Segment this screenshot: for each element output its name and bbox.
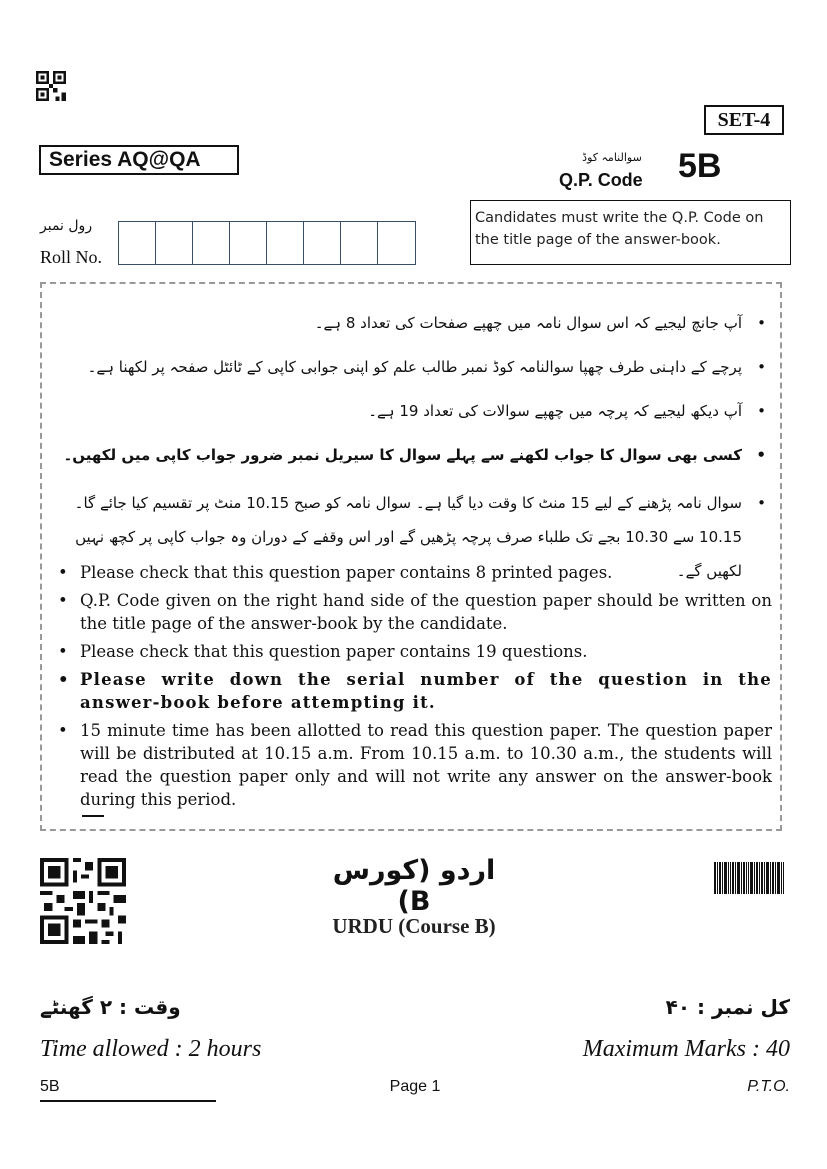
bullet-icon: •	[58, 642, 68, 661]
roll-digit-box[interactable]	[193, 222, 230, 264]
roll-digit-box[interactable]	[156, 222, 193, 264]
english-instruction-item: • Please check that this question paper contains 19 questions.	[58, 642, 588, 661]
bullet-icon: •	[757, 358, 766, 376]
candidate-note: Candidates must write the Q.P. Code on the title page of the answer-book.	[470, 200, 791, 265]
qp-code-label: Q.P. Code	[559, 170, 643, 190]
subject-title-urdu: اردو (کورس B)	[332, 855, 496, 917]
bullet-icon: •	[757, 314, 766, 332]
roll-digit-box[interactable]	[267, 222, 304, 264]
bullet-icon: •	[58, 563, 68, 582]
bullet-icon: •	[58, 670, 70, 689]
bullet-icon: •	[58, 721, 68, 740]
english-instructions	[56, 561, 772, 816]
roll-no-label: Roll No.	[40, 247, 103, 267]
roll-digit-box[interactable]	[304, 222, 341, 264]
page-number: Page 1	[389, 1078, 441, 1095]
roll-digit-box[interactable]	[230, 222, 267, 264]
qr-code-icon	[40, 858, 126, 944]
urdu-instruction-item: • سوال نامہ پڑھنے کے لیے 15 منٹ کا وقت دیا گیا ہے۔ سوال نامہ کو صبح 10.15 منٹ پر تقسیم کیا جائے گا۔ 10.15 سے 10.30 بجے تک طلباء صرف پرچہ پڑھیں گے اور اس وقفے کے دوران وہ جواب کاپی پر کچھ نہیں لکھیں گے۔	[60, 486, 772, 588]
footer-rule	[40, 1100, 216, 1102]
urdu-instruction-item: • آپ جانچ لیجیے کہ اس سوال نامہ میں چھپے صفحات کی تعداد 8 ہے۔	[60, 310, 772, 336]
english-instruction-item: • Please check that this question paper contains 8 printed pages.	[58, 563, 613, 582]
time-allowed: Time allowed : 2 hours	[40, 1036, 262, 1062]
time-allowed-urdu: وقت : ۲ گھنٹے	[40, 995, 181, 1019]
roll-digit-box[interactable]	[341, 222, 378, 264]
max-marks-urdu: کل نمبر : ۴۰	[665, 995, 790, 1019]
urdu-instructions	[60, 310, 772, 588]
footer-code: 5B	[40, 1078, 60, 1095]
series-label: Series AQ@QA	[39, 145, 239, 175]
bullet-icon: •	[757, 402, 766, 420]
urdu-instruction-item: • کسی بھی سوال کا جواب لکھنے سے پہلے سوال کا سیریل نمبر ضرور جواب کاپی میں لکھیں۔	[60, 442, 772, 468]
small-qr-code-icon	[36, 71, 66, 101]
qp-code-urdu-label: سوالنامہ کوڈ	[582, 151, 642, 164]
roll-digit-box[interactable]	[119, 222, 156, 264]
urdu-instruction-item: • پرچے کے داہنی طرف چھپا سوالنامہ کوڈ نمبر طالب علم کو اپنی جوابی کاپی کے ٹائٹل صفحہ پر لکھنا ہے۔	[60, 354, 772, 380]
urdu-instruction-item: • آپ دیکھ لیجیے کہ پرچہ میں چھپے سوالات کی تعداد 19 ہے۔	[60, 398, 772, 424]
set-label: SET-4	[704, 105, 784, 135]
english-instruction-item: • 15 minute time has been allotted to read this question paper. The question paper will be distributed at 10.15 a.m. From 10.15 a.m. to 10.30 a.m., the students will read the question paper only and will not write any answer on the answer-book during this period.	[58, 721, 772, 809]
roll-digit-box[interactable]	[378, 222, 415, 264]
bullet-icon: •	[756, 446, 766, 464]
roll-number-boxes[interactable]	[118, 221, 416, 265]
barcode-icon	[714, 862, 784, 894]
english-instruction-item: • Q.P. Code given on the right hand side of the question paper should be written on the title page of the answer-book by the candidate.	[58, 591, 772, 633]
pto-label: P.T.O.	[747, 1078, 790, 1095]
qp-code-value: 5B	[678, 147, 722, 185]
subject-title-english: URDU (Course B)	[332, 914, 496, 938]
short-rule	[82, 815, 104, 817]
max-marks: Maximum Marks : 40	[582, 1036, 790, 1062]
bullet-icon: •	[58, 591, 68, 610]
roll-no-urdu-label: رول نمبر	[40, 218, 93, 234]
english-instruction-item: • Please write down the serial number of the question in the answer-book before attempting it.	[58, 670, 772, 712]
bullet-icon: •	[757, 494, 766, 512]
